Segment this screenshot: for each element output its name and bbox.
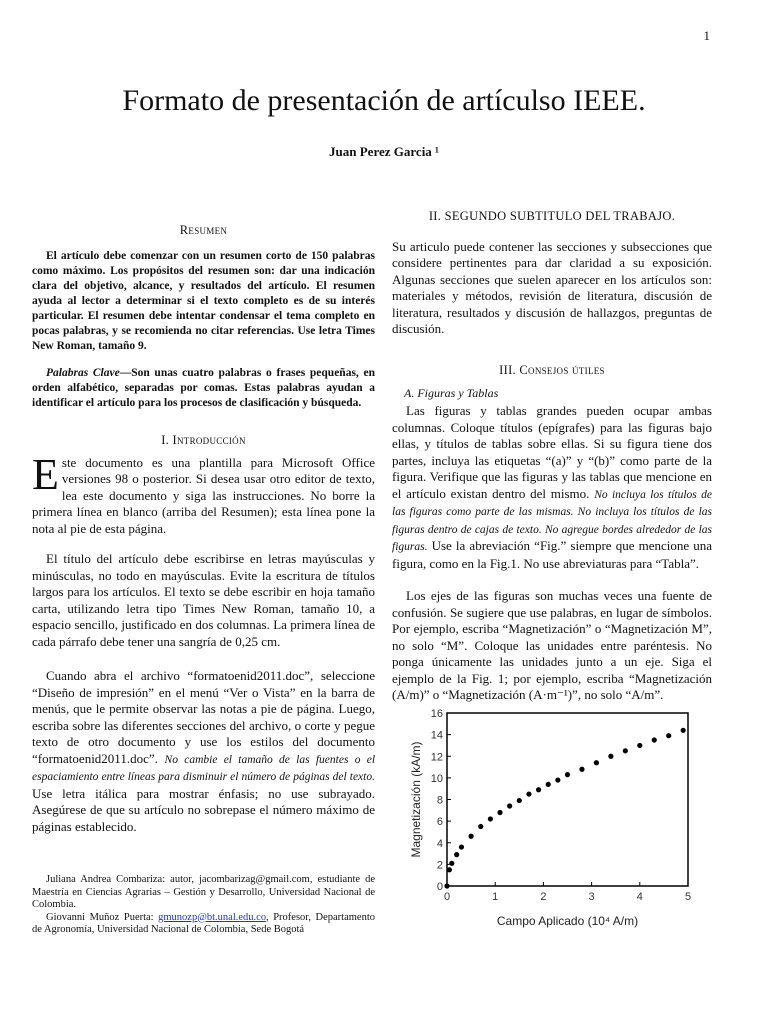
intro-p3-end: Use letra itálica para mostrar énfasis; no use subrayado. Asegúrese de que su artículo no sobrepase el número máximo de páginas establecido. [32,785,375,834]
section2-p1: Su articulo puede contener las secciones y subsecciones que considere pertinentes para dar claridad a su exposición. Algunas secciones que suelen aparecer en los artículos son: materiales y métodos, revisión de literatura, discusión de literatura, resultados y discusión de hallazgos, preguntas de discusión. [392,238,712,336]
section2-heading: II. SEGUNDO SUBTITULO DEL TRABAJO. [428,209,676,223]
intro-p1-text: ste documento es una plantilla para Microsoft Office versiones 98 o posterior. Si desea usar otro editor de texto, lea este documento y siga las instrucciones. No borre la primera línea en blanco (arriba del Resumen); esta línea pone la nota al pie de esta página. [32,454,375,536]
footnote-p2 [32,912,375,937]
data-point [478,824,483,829]
y-tick-label: 6 [436,816,443,829]
footnote-p1: Juliana Andrea Combariza: autor, jacombarizag@gmail.com, estudiante de Maestría en Ciencias Agrarias – Gestión y Desarrollo, Universidad Nacional de Colombia. [32,874,375,910]
email-link[interactable]: gmunozp@bt.unal.edu.co [158,911,267,923]
x-tick-label: 1 [492,891,499,903]
intro-p1 [32,449,375,538]
data-point [497,810,502,815]
data-point [526,791,531,796]
section-2 [392,208,712,338]
plot-frame [447,713,688,886]
intro-heading: I. Introducción [161,433,246,447]
y-axis-label: Magnetización (kA/m) [409,741,423,858]
x-axis-label: Campo Aplicado (10⁴ A/m) [496,914,639,928]
data-point [469,834,474,839]
data-point [666,733,671,738]
data-point [594,760,599,765]
x-tick-label: 5 [684,891,692,903]
footnote-affiliation: , Profesor, Departamento de Agronomía, Universidad Nacional de Colombia, Sede Bogotá [32,911,375,935]
drop-cap: E [32,449,59,499]
figure-1-chart [400,700,730,930]
page-number: 1 [703,28,710,43]
intro-p3-italic: No cambie el tamaño de las fuentes o el espaciamiento entre líneas para disminuir el número de páginas del texto. [32,753,376,783]
data-point [507,803,512,808]
data-point [454,852,459,857]
x-tick-label: 4 [636,891,643,903]
intro-p3-text: Cuando abra el archivo “formatoenid2011.doc”, seleccione “Diseño de impresión” en el menú “Ver o Vista” en la barra de menús, que le permite observar las notas a pie de página. Luego, escriba sobre las diferentes secciones del archivo, o corte y pegue texto de otro documento y use los estilos del documento “formatoenid2011.doc”. [32,668,375,766]
y-tick-label: 0 [436,881,443,893]
abstract-heading: Resumen [179,223,228,237]
abstract [32,222,375,411]
section3-p1-text: Las figuras y tablas grandes pueden ocupar ambas columnas. Coloque títulos (epígrafes) para las figuras bajo ellas, y títulos de tablas sobre ellas. Si su figura tiene dos partes, incluya las etiquetas “(a)” y “(b)” como parte de la figura. Verifique que las figuras y las tablas que mencione en el artículo existan dentro del mismo. [392,403,712,501]
footnote-name: Giovanni Muñoz Puerta: [46,911,154,923]
data-point [459,844,464,849]
data-point [517,798,522,803]
abstract-text: El artículo debe comenzar con un resumen corto de 150 palabras como máximo. Los propósitos del resumen son: dar una indicación clara del objetivo, alcance, y resultados del artículo. El resumen ayuda al lector a determinar si el texto completo es de su interés particular. El resumen debe intentar condensar el tema completo en pocas palabras, y se recomienda no citar referencias. Use letra Times New Roman, tamaño 9. [32,249,375,352]
introduction [32,432,375,835]
y-tick-label: 16 [430,708,443,720]
subsection-heading: A. Figuras y Tablas [404,385,499,400]
section3-heading: III. Consejos útiles [499,363,605,377]
y-tick-label: 10 [430,772,443,785]
data-point [608,754,613,759]
y-tick-label: 14 [430,729,443,742]
data-point [488,816,493,821]
intro-p3 [32,668,375,835]
y-tick-label: 12 [430,751,443,764]
keywords [32,366,375,411]
section3-p1-end: Use la abreviación “Fig.” siempre que mencione una figura, como en la Fig.1. No use abreviaturas para “Tabla”. [392,538,713,571]
intro-p2: El título del artículo debe escribirse en letras mayúsculas y minúsculas, no todo en mayúsculas. Evite la escritura de títulos largos para los artículos. El texto se debe escribir en hoja tamaño carta, utilizando letra tipo Times New Roman, tamaño 10, a espacio sencillo, justificado en dos columnas. La primera línea de cada párrafo debe tener una sangría de 0,25 cm. [32,551,375,649]
x-tick-label: 3 [588,891,595,903]
keywords-text: —Son unas cuatro palabras o frases pequeñas, en orden alfabético, separadas por comas. Estas palabras ayudan a identificar el artículo para los procesos de clasificación y búsqueda. [32,366,375,409]
data-point [637,743,642,748]
y-tick-label: 4 [436,837,443,850]
data-point [536,787,541,792]
data-point [623,748,628,753]
data-point [449,861,454,866]
section3-p1 [392,403,712,572]
data-point [579,767,584,772]
data-point [546,782,551,787]
keywords-label: Palabras Clave [46,366,120,379]
x-tick-label: 2 [540,891,547,903]
data-point [652,737,657,742]
data-point [555,777,560,782]
y-tick-label: 2 [436,859,443,872]
footnote [32,874,375,937]
data-point [565,772,570,777]
data-point [681,728,686,733]
section-3 [392,362,712,704]
x-tick-label: 0 [443,891,451,903]
author: Juan Perez Garcia ¹ [329,144,439,159]
y-tick-label: 8 [436,794,443,807]
data-point [444,883,449,888]
section3-p1-italic: No incluya los títulos de las figuras como parte de las mismas. No incluya los títulos de las figuras dentro de cajas de texto. No agregue bordes alrededor de las figuras. [392,488,712,553]
paper-title: Formato de presentación de artículso IEEE. [122,84,646,117]
section3-p2: Los ejes de las figuras son muchas veces una fuente de confusión. Se sugiere que use palabras, en lugar de símbolos. Por ejemplo, escriba “Magnetización” o “Magnetización M”, no solo “M”. Coloque las unidades entre paréntesis. No ponga únicamente las unidades junto a un eje. Siga el ejemplo de la Fig. 1; por ejemplo, escriba “Magnetización (A/m)” o “Magnetización (A·m⁻¹)”, no solo “A/m”. [392,588,712,702]
data-point [447,867,452,872]
